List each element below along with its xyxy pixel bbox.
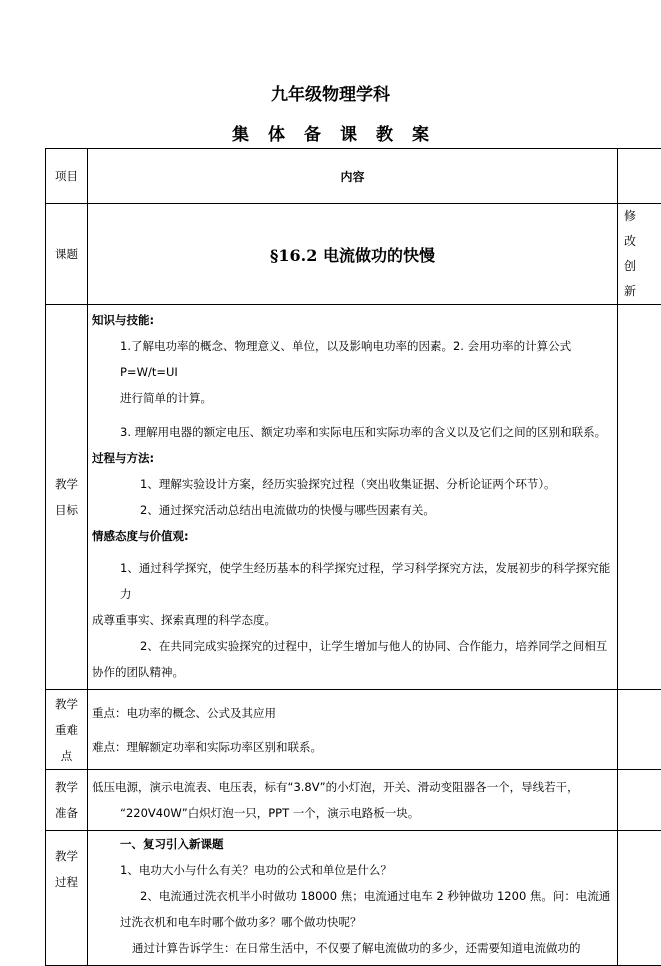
revise-label: 修改创新	[618, 204, 661, 305]
revise-header-empty	[618, 149, 661, 204]
process-heading: 一、复习引入新课题	[92, 831, 617, 857]
attitude-heading: 情感态度与价值观:	[92, 523, 617, 549]
process-content	[88, 831, 618, 966]
process-q2: 2、电流通过洗衣机半小时做功 18000 焦；电流通过电车 2 秒钟做功 1200 焦。问：电流通	[92, 883, 617, 909]
goals-label: 教学目标	[46, 305, 88, 690]
process-q1: 1、电功大小与什么有关？电功的公式和单位是什么？	[92, 857, 617, 883]
knowledge-heading: 知识与技能:	[92, 307, 617, 333]
prep-label: 教学准备	[46, 770, 88, 831]
attitude-1b: 成尊重事实、探索真理的科学态度。	[92, 607, 617, 633]
key-label: 教学重难点	[46, 690, 88, 770]
prep-revise	[618, 770, 661, 831]
prep-line-1: 低压电源，演示电流表、电压表，标有“3.8V”的小灯泡，开关、滑动变阻器各一个，导线若干，	[92, 774, 617, 800]
process-q2b: 过洗衣机和电车时哪个做功多？哪个做功快呢？	[92, 909, 617, 935]
attitude-2: 2、在共同完成实验探究的过程中，让学生增加与他人的协同、合作能力，培养同学之间相互	[92, 633, 617, 659]
knowledge-1b: 进行简单的计算。	[92, 385, 617, 411]
process-row	[46, 831, 661, 966]
content-header: 内容	[88, 149, 618, 204]
process-q3: 通过计算告诉学生：在日常生活中，不仅要了解电流做功的多少，还需要知道电流做功的	[92, 935, 617, 961]
goals-content	[88, 305, 618, 690]
goals-row	[46, 305, 661, 690]
document-subtitle: 集体备课教案	[0, 120, 661, 145]
item-header: 项目	[46, 149, 88, 204]
key-row	[46, 690, 661, 770]
prep-content	[88, 770, 618, 831]
lesson-topic: §16.2 电流做功的快慢	[88, 204, 618, 305]
key-focus: 重点：电功率的概念、公式及其应用	[92, 700, 617, 726]
method-heading: 过程与方法:	[92, 445, 617, 471]
document-title: 九年级物理学科	[0, 80, 661, 105]
process-label: 教学过程	[46, 831, 88, 966]
knowledge-3: 3. 理解用电器的额定电压、额定功率和实际电压和实际功率的含义以及它们之间的区别和联系。	[92, 419, 617, 445]
key-revise	[618, 690, 661, 770]
key-content	[88, 690, 618, 770]
table-header-row	[46, 149, 661, 204]
topic-label: 课题	[46, 204, 88, 305]
process-revise	[618, 831, 661, 966]
method-2: 2、通过探究活动总结出电流做功的快慢与哪些因素有关。	[92, 497, 617, 523]
method-1: 1、理解实验设计方案，经历实验探究过程（突出收集证据、分析论证两个环节）。	[92, 471, 617, 497]
goals-revise	[618, 305, 661, 690]
prep-row	[46, 770, 661, 831]
prep-line-2: “220V40W”白炽灯泡一只，PPT 一个，演示电路板一块。	[92, 800, 617, 826]
attitude-1: 1、通过科学探究，使学生经历基本的科学探究过程，学习科学探究方法，发展初步的科学探究能力	[92, 555, 617, 607]
attitude-2b: 协作的团队精神。	[92, 659, 617, 685]
knowledge-1: 1.了解电功率的概念、物理意义、单位，以及影响电功率的因素。2. 会用功率的计算公式 P=W/t=UI	[92, 333, 617, 385]
lesson-plan-table	[45, 148, 661, 966]
topic-row	[46, 204, 661, 305]
key-difficulty: 难点：理解额定功率和实际功率区别和联系。	[92, 734, 617, 760]
